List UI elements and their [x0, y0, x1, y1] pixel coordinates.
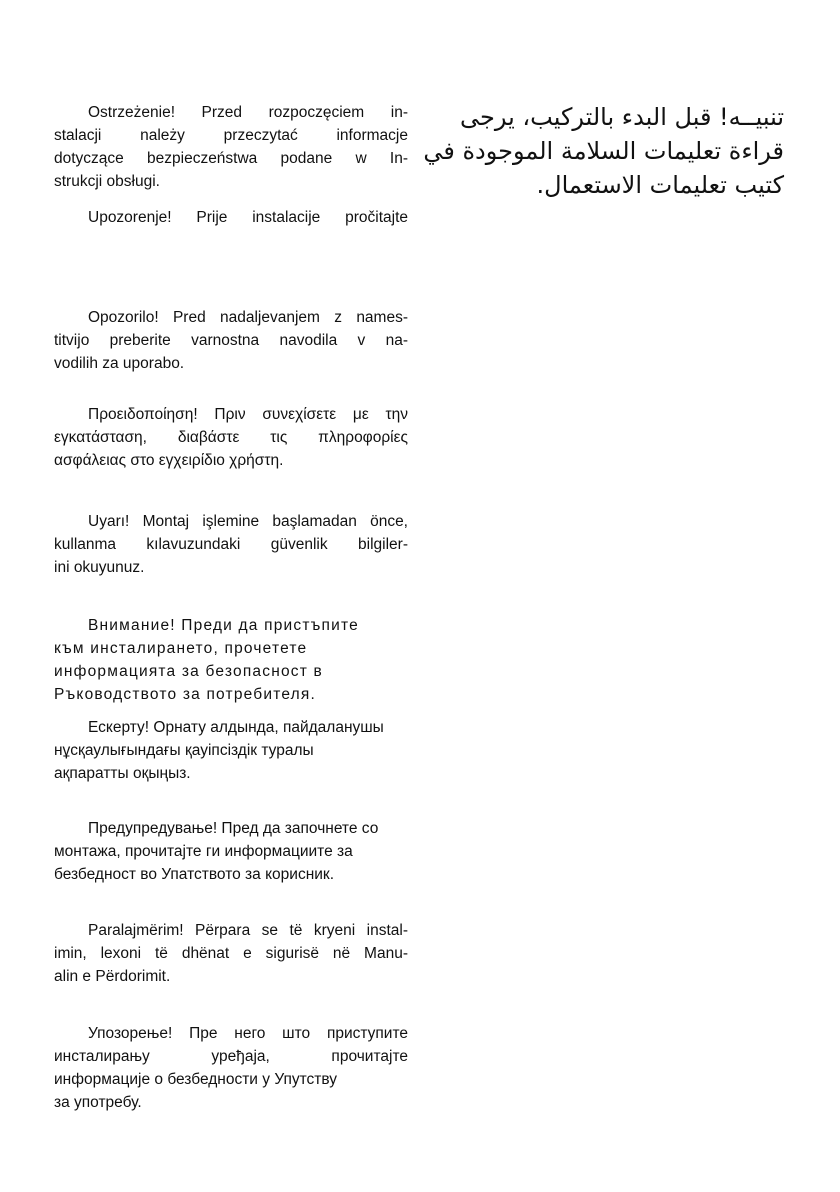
text-line: Ostrzeżenie! Przed rozpoczęciem in- — [88, 104, 408, 121]
text-line: ini okuyunuz. — [54, 559, 145, 576]
text-line: ақпаратты оқыңыз. — [54, 765, 191, 782]
text-line: تنبيــه! قبل البدء بالتركيب، يرجى — [460, 103, 784, 131]
text-line: ασφάλειας στο εγχειρίδιο χρήστη. — [54, 452, 284, 469]
text-line: dotyczące bezpieczeństwa podane w In- — [54, 150, 408, 167]
text-line: alin e Përdorimit. — [54, 968, 171, 985]
text-line: Ръководството за потребителя. — [54, 686, 317, 703]
text-line: информације о безбедности у Упутству — [54, 1071, 338, 1088]
text-line: vodilih za uporabo. — [54, 355, 185, 372]
text-line: Внимание! Преди да пристъпите — [88, 617, 359, 634]
text-line: imin, lexoni të dhënat e sigurisë në Manu- — [54, 945, 408, 962]
warning-kazakh — [54, 716, 408, 785]
text-line: нұсқаулығындағы қауіпсіздік туралы — [54, 742, 314, 759]
warning-macedonian — [54, 817, 408, 886]
warning-croatian — [54, 206, 408, 229]
text-line: كتيب تعليمات الاستعمال. — [536, 171, 784, 199]
warning-greek — [54, 403, 408, 472]
text-line: Uyarı! Montaj işlemine başlamadan önce, — [88, 513, 408, 530]
text-line: Upozorenje! Prije instalacije pročitajte — [88, 209, 408, 226]
text-line: Ескерту! Орнату алдында, пайдаланушы — [88, 719, 384, 736]
text-line: εγκατάσταση, διαβάστε τις πληροφορίες — [54, 429, 408, 446]
warning-turkish — [54, 510, 408, 579]
text-line: Opozorilo! Pred nadaljevanjem z names- — [88, 309, 408, 326]
text-line: titvijo preberite varnostna navodila v na- — [54, 332, 408, 349]
warning-slovenian — [54, 306, 408, 375]
text-line: за употребу. — [54, 1094, 142, 1111]
text-line: Προειδοποίηση! Πριν συνεχίσετε με την — [88, 406, 408, 423]
text-line: Предупредување! Пред да започнете со — [88, 820, 379, 837]
warning-albanian — [54, 919, 408, 988]
warning-polish — [54, 101, 408, 193]
text-line: strukcji obsługi. — [54, 173, 160, 190]
text-line: قراءة تعليمات السلامة الموجودة في — [423, 137, 784, 165]
warning-arabic — [423, 100, 784, 202]
text-line: информацията за безопасност в — [54, 663, 323, 680]
warning-bulgarian — [54, 614, 408, 706]
warning-serbian — [54, 1022, 408, 1114]
text-line: Paralajmërim! Përpara se të kryeni instal- — [88, 922, 408, 939]
text-line: Упозорење! Пре него што приступите — [88, 1025, 408, 1042]
text-line: инсталирању уређаја, прочитајте — [54, 1048, 408, 1065]
text-line: kullanma kılavuzundaki güvenlik bilgiler- — [54, 536, 408, 553]
text-line: stalacji należy przeczytać informacje — [54, 127, 408, 144]
text-line: към инсталирането, прочетете — [54, 640, 308, 657]
text-line: монтажа, прочитајте ги информациите за — [54, 843, 353, 860]
text-line: безбедност во Упатството за корисник. — [54, 866, 334, 883]
